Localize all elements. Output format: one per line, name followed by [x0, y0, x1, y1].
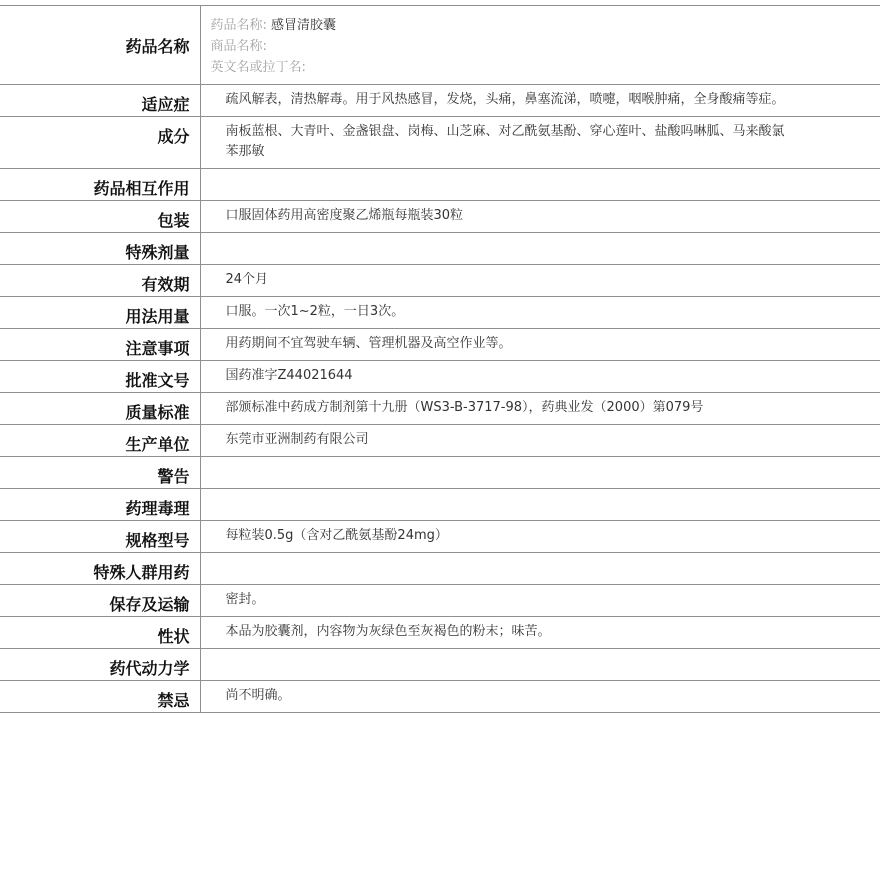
table-row	[0, 169, 880, 201]
table-row	[0, 361, 880, 393]
table-row	[0, 617, 880, 649]
trade-name-key: 商品名称:	[210, 39, 267, 54]
row-value: 尚不明确。	[200, 681, 880, 713]
row-value	[200, 457, 880, 489]
row-label: 禁忌	[0, 681, 200, 713]
row-label: 质量标准	[0, 393, 200, 425]
table-row	[0, 425, 880, 457]
row-label: 注意事项	[0, 329, 200, 361]
generic-name-value: 感冒清胶囊	[271, 18, 337, 33]
row-label: 生产单位	[0, 425, 200, 457]
table-row	[0, 297, 880, 329]
table-row	[0, 85, 880, 117]
table-row	[0, 489, 880, 521]
row-value	[200, 649, 880, 681]
row-label: 成分	[0, 117, 200, 169]
table-row	[0, 553, 880, 585]
table-row	[0, 681, 880, 713]
english-name-line	[211, 57, 880, 78]
row-label: 特殊人群用药	[0, 553, 200, 585]
row-value: 本品为胶囊剂，内容物为灰绿色至灰褐色的粉末；味苦。	[200, 617, 880, 649]
table-row	[0, 233, 880, 265]
row-label: 用法用量	[0, 297, 200, 329]
row-value: 部颁标准中药成方制剂第十九册（WS3-B-3717-98），药典业发（2000）第079号	[200, 393, 880, 425]
row-label: 特殊剂量	[0, 233, 200, 265]
row-label: 批准文号	[0, 361, 200, 393]
generic-name-key: 药品名称:	[210, 18, 267, 33]
row-label: 药理毒理	[0, 489, 200, 521]
drug-name-block	[201, 6, 880, 84]
table-row	[0, 649, 880, 681]
table-row	[0, 457, 880, 489]
row-label: 包装	[0, 201, 200, 233]
row-label: 规格型号	[0, 521, 200, 553]
row-value: 东莞市亚洲制药有限公司	[200, 425, 880, 457]
table-row	[0, 201, 880, 233]
row-value	[200, 6, 880, 85]
row-value	[200, 553, 880, 585]
english-name-key: 英文名或拉丁名:	[210, 60, 306, 75]
trade-name-line	[211, 36, 880, 57]
row-value: 南板蓝根、大青叶、金盏银盘、岗梅、山芝麻、对乙酰氨基酚、穿心莲叶、盐酸吗啉胍、马来酸氯苯那敏	[200, 117, 880, 169]
table-row	[0, 585, 880, 617]
drug-spec-sheet	[0, 5, 880, 713]
row-label: 适应症	[0, 85, 200, 117]
row-drug-name	[0, 6, 880, 85]
row-label: 警告	[0, 457, 200, 489]
table-row	[0, 329, 880, 361]
row-label: 保存及运输	[0, 585, 200, 617]
row-value	[200, 169, 880, 201]
table-row	[0, 265, 880, 297]
row-label: 性状	[0, 617, 200, 649]
row-value: 国药准字Z44021644	[200, 361, 880, 393]
row-value: 用药期间不宜驾驶车辆、管理机器及高空作业等。	[200, 329, 880, 361]
row-value: 24个月	[200, 265, 880, 297]
row-label: 药品相互作用	[0, 169, 200, 201]
drug-spec-table	[0, 5, 880, 713]
row-value	[200, 233, 880, 265]
row-label: 药品名称	[0, 6, 200, 85]
row-value: 疏风解表，清热解毒。用于风热感冒，发烧，头痛，鼻塞流涕，喷嚏，咽喉肿痛，全身酸痛等症。	[200, 85, 880, 117]
drug-spec-table-body	[0, 6, 880, 713]
row-value: 口服。一次1~2粒，一日3次。	[200, 297, 880, 329]
table-row	[0, 393, 880, 425]
row-value	[200, 489, 880, 521]
generic-name-line	[211, 15, 880, 36]
row-value: 口服固体药用高密度聚乙烯瓶每瓶装30粒	[200, 201, 880, 233]
table-row	[0, 521, 880, 553]
row-label: 药代动力学	[0, 649, 200, 681]
row-label: 有效期	[0, 265, 200, 297]
table-row	[0, 117, 880, 169]
row-value: 密封。	[200, 585, 880, 617]
row-value: 每粒装0.5g（含对乙酰氨基酚24mg）	[200, 521, 880, 553]
